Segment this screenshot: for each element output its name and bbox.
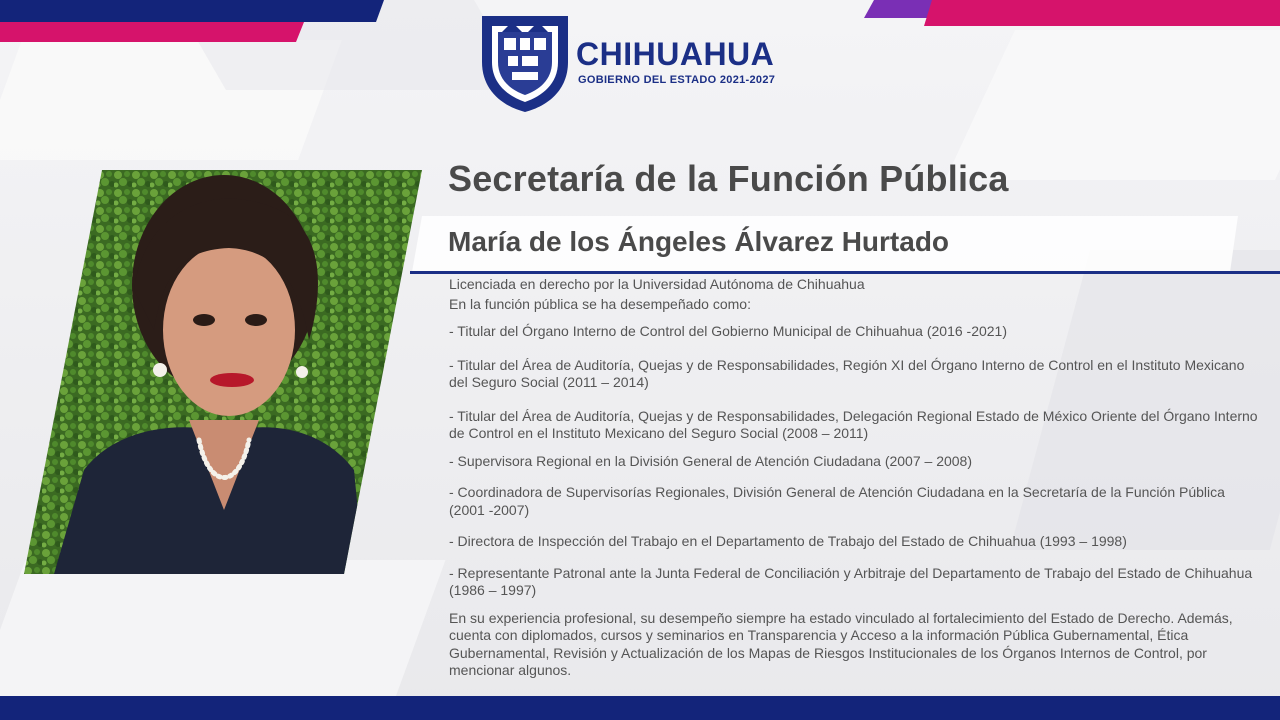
section-title: Secretaría de la Función Pública bbox=[448, 158, 1009, 199]
bottom-navy-bar bbox=[0, 696, 1280, 720]
person-name: María de los Ángeles Álvarez Hurtado bbox=[448, 226, 950, 257]
position-item: - Titular del Órgano Interno de Control del Gobierno Municipal de Chihuahua (2016 -2021) bbox=[449, 323, 1008, 339]
position-item: - Titular del Área de Auditoría, Quejas y de Responsabilidades, Región XI del Órgano Interno de Control en el Instituto Mexicano del Seguro Social (2011 – 2014) bbox=[449, 356, 1245, 390]
bg-facet bbox=[0, 560, 445, 700]
biography bbox=[449, 276, 1259, 680]
degree-text: Licenciada en derecho por la Universidad Autónoma de Chihuahua bbox=[449, 276, 865, 292]
position-item: - Supervisora Regional en la División General de Atención Ciudadana (2007 – 2008) bbox=[449, 452, 972, 469]
top-left-navy-bar bbox=[0, 0, 384, 22]
top-right-magenta-bar bbox=[924, 0, 1280, 26]
top-left-magenta-bar bbox=[0, 22, 304, 42]
intro-text: En la función pública se ha desempeñado como: bbox=[449, 295, 751, 312]
logo-brand-text: CHIHUAHUA bbox=[576, 36, 775, 72]
divider-rule bbox=[410, 271, 1280, 274]
position-item: - Titular del Área de Auditoría, Quejas y de Responsabilidades, Delegación Regional Estado de México Oriente del Órgano Interno de Control en el Instituto Mexicano del Seguro Social (2008 – 2011) bbox=[449, 407, 1258, 441]
position-item: - Directora de Inspección del Trabajo en el Departamento de Trabajo del Estado de Chihuahua (1993 – 1998) bbox=[449, 533, 1127, 549]
shield-icon bbox=[478, 12, 572, 114]
government-logo bbox=[478, 12, 798, 116]
closing-text: En su experiencia profesional, su desempeño siempre ha estado vinculado al fortalecimiento del Estado de Derecho. Además, cuenta con diplomados, cursos y seminarios en Transparencia y Acceso a la información Pública Gubernamental, Ética Gubernamental, Revisión y Actualización de los Mapas de Riesgos Institucionales de los Órganos Internos de Control, por mencionar algunos. bbox=[449, 609, 1233, 678]
logo-subtitle: GOBIERNO DEL ESTADO 2021-2027 bbox=[578, 74, 776, 86]
position-item: - Coordinadora de Supervisorías Regionales, División General de Atención Ciudadana en la Secretaría de la Función Pública (2001 -2007) bbox=[449, 484, 1225, 518]
position-item: - Representante Patronal ante la Junta Federal de Conciliación y Arbitraje del Departamento de Trabajo del Estado de Chihuahua (1986 – 1997) bbox=[449, 564, 1253, 598]
